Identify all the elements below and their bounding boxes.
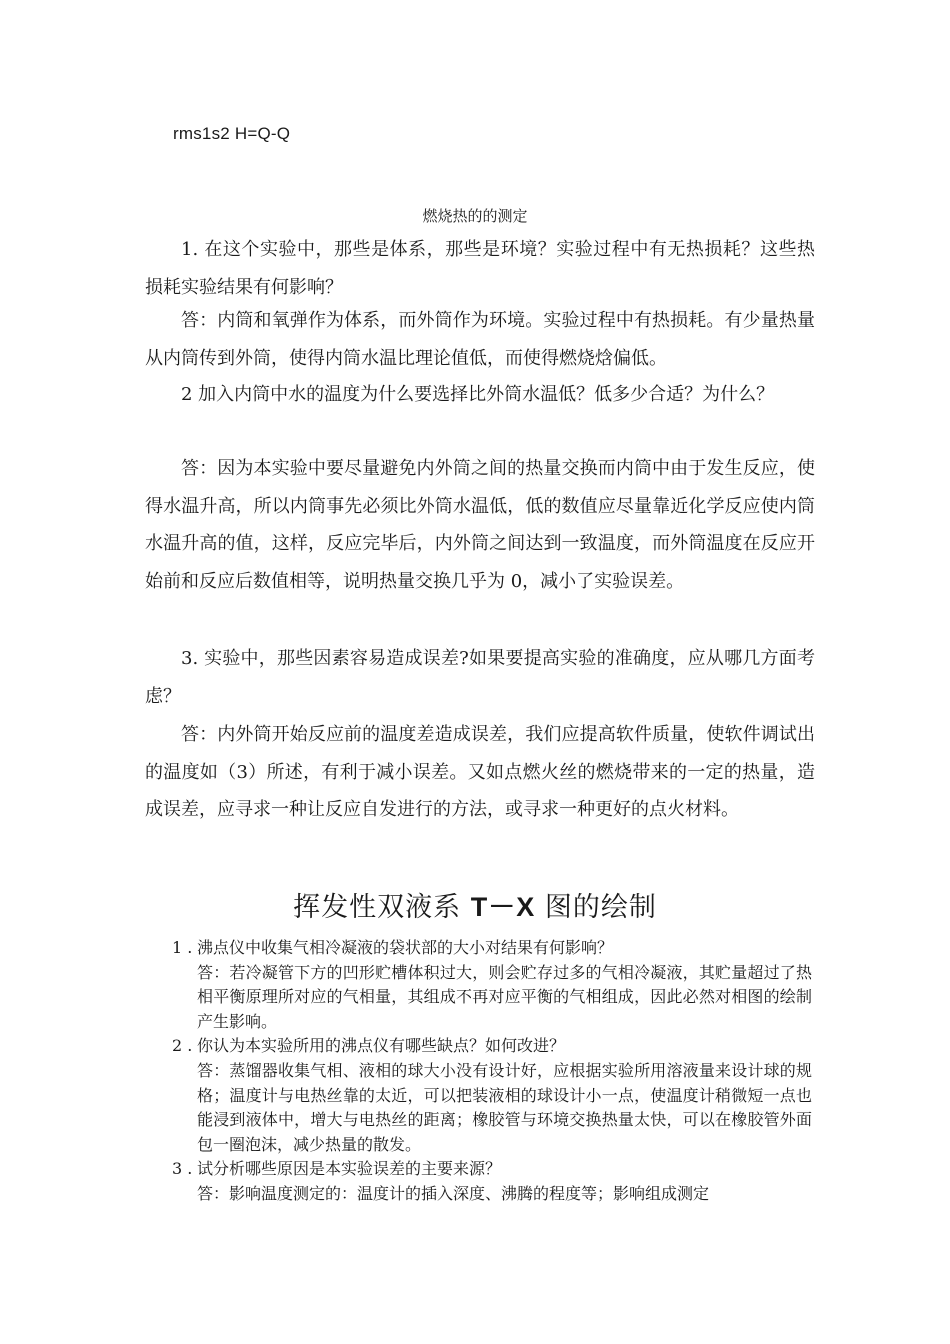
- question-list: [172, 936, 812, 1207]
- item-number: 3 .: [172, 1159, 193, 1179]
- item-answer: 答：蒸馏器收集气相、液相的球大小没有设计好，应根据实验所用溶液量来设计球的规格；温度计与电热丝靠的太近，可以把装液相的球设计小一点，使温度计稍微短一点也能浸到液体中，增大与电热丝的距离；橡胶管与环境交换热量太快，可以在橡胶管外面包一圈泡沫，减少热量的散发。: [197, 1060, 812, 1154]
- item-number: 1 .: [172, 938, 193, 957]
- item-number: 2 .: [172, 1036, 193, 1056]
- list-item: [172, 936, 812, 1034]
- answer-1-paragraph: 答：内筒和氧弹作为体系，而外筒作为环境。实验过程中有热损耗。有少量热量从内筒传到外筒，使得内筒水温比理论值低，而使得燃烧焓偏低。: [145, 310, 815, 369]
- question-3-paragraph: 3. 实验中，那些因素容易造成误差?如果要提高实验的准确度，应从哪几方面考虑？: [145, 648, 815, 707]
- formula-text: rms1s2 H=Q-Q: [173, 124, 291, 143]
- question-1-paragraph: 1. 在这个实验中，那些是体系，那些是环境？实验过程中有无热损耗？这些热损耗实验结果有何影响？: [145, 239, 815, 298]
- item-question: 试分析哪些原因是本实验误差的主要来源？: [197, 1159, 502, 1179]
- title-prefix: 挥发性双液系: [293, 892, 471, 923]
- answer-3-paragraph: 答：内外筒开始反应前的温度差造成误差，我们应提高软件质量，使软件调试出的温度如（3）所述，有利于减小误差。又如点燃火丝的燃烧带来的一定的热量，造成误差，应寻求一种让反应自发进行的方法，或寻求一种更好的点火材料。: [145, 724, 815, 820]
- title-tx: T－X: [470, 892, 536, 922]
- item-answer: 答：影响温度测定的：温度计的插入深度、沸腾的程度等；影响组成测定: [197, 1183, 710, 1203]
- item-question: 你认为本实验所用的沸点仪有哪些缺点？如何改进？: [197, 1036, 566, 1056]
- question-2-paragraph: 2 加入内筒中水的温度为什么要选择比外筒水温低？低多少合适？为什么？: [181, 384, 775, 405]
- item-question: 沸点仪中收集气相冷凝液的袋状部的大小对结果有何影响？: [197, 938, 614, 957]
- title-suffix: 图的绘制: [535, 892, 657, 923]
- answer-2-paragraph: 答：因为本实验中要尽量避免内外筒之间的热量交换而内筒中由于发生反应，使得水温升高，所以内筒事先必须比外筒水温低，低的数值应尽量靠近化学反应使内筒水温升高的值，这样，反应完毕后，内外筒之间达到一致温度，而外筒温度在反应开始前和反应后数值相等，说明热量交换几乎为 0，减小了实验误差。: [145, 458, 815, 592]
- list-item: [172, 1157, 812, 1206]
- section-title-combustion: 燃烧热的的测定: [422, 207, 528, 225]
- item-answer: 答：若冷凝管下方的凹形贮槽体积过大，则会贮存过多的气相冷凝液，其贮量超过了热相平衡原理所对应的气相量，其组成不再对应平衡的气相组成，因此必然对相图的绘制产生影响。: [197, 962, 812, 1031]
- section-title-tx-diagram: [0, 885, 950, 924]
- list-item: [172, 1034, 812, 1157]
